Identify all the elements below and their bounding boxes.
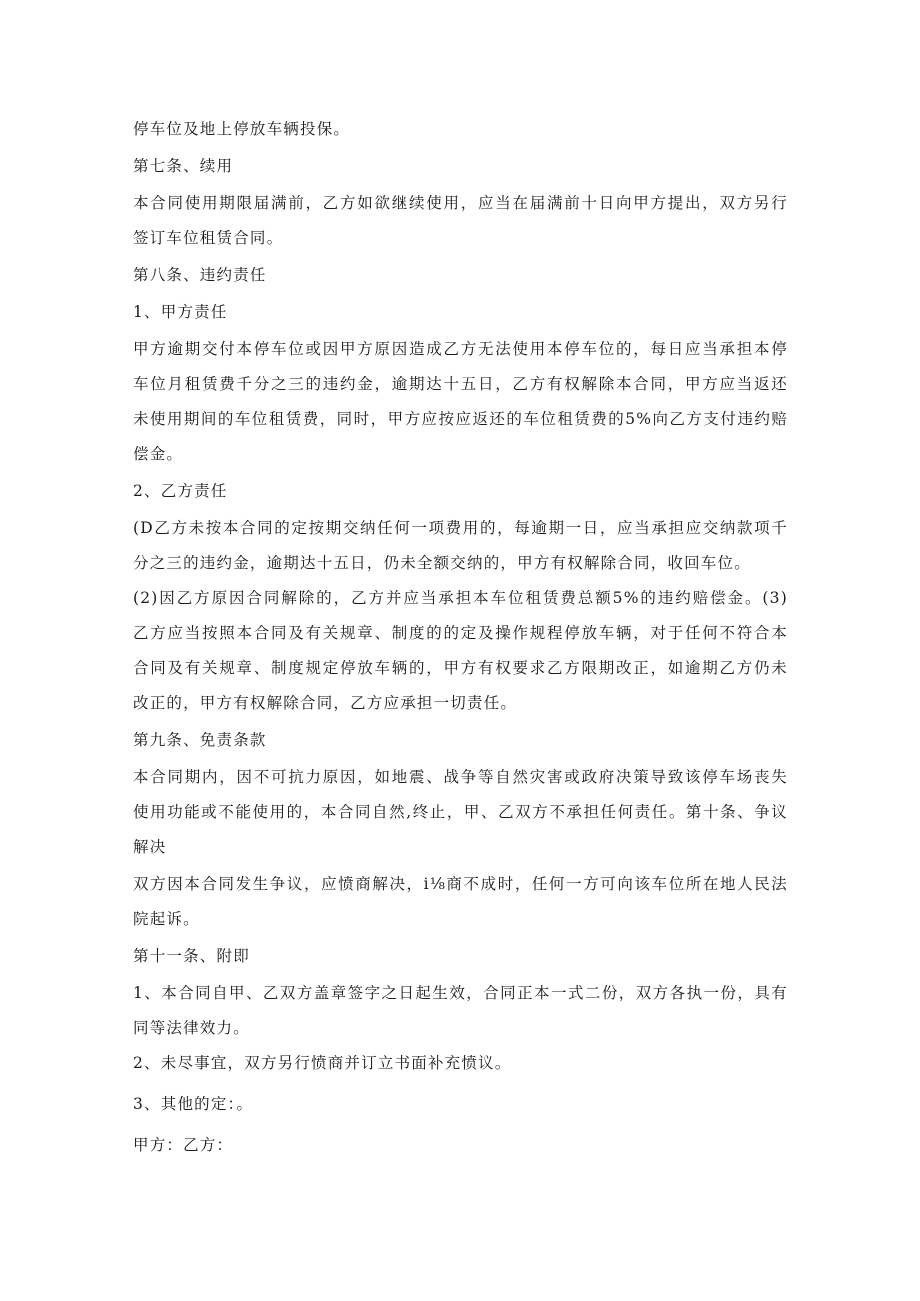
subheading-party-b-liability <box>133 474 788 509</box>
text-line: 同等法律效力。 <box>133 1019 250 1037</box>
subsection-heading: 1、甲方责任 <box>133 303 228 321</box>
section-heading: 第九条、免责条款 <box>133 731 267 749</box>
document-body <box>133 112 788 1163</box>
text-line: 3、其他的定：。 <box>133 1095 254 1113</box>
subheading-party-a-liability <box>133 295 788 330</box>
text-line: 车位月租赁费千分之三的违约金，逾期达十五日，乙方有权解除本合同，甲方应当返还 <box>133 375 788 393</box>
paragraph-party-b-liability <box>133 511 788 721</box>
text-line: 停车位及地上停放车辆投保。 <box>133 120 351 138</box>
section-heading: 第八条、违约责任 <box>133 266 267 284</box>
section-heading: 第十一条、附即 <box>133 947 250 965</box>
paragraph-dispute-resolution <box>133 867 788 937</box>
paragraph-other-terms <box>133 1087 788 1122</box>
text-line: 分之三的违约金，逾期达十五日，仍未全额交纳的，甲方有权解除合同，收回车位。 <box>133 554 751 572</box>
text-line: 1、本合同自甲、乙双方盖章签字之日起生效，合同正本一式二份，双方各执一份，具有 <box>133 984 788 1002</box>
paragraph-supplementary <box>133 1046 788 1081</box>
paragraph-force-majeure <box>133 760 788 865</box>
text-line: (2)因乙方原因合同解除的，乙方并应当承担本车位租赁费总额5%的违约赔偿金。(3) <box>133 589 788 607</box>
paragraph-parking-insurance <box>133 112 788 147</box>
text-line: 改正的，甲方有权解除合同，乙方应承担一切责任。 <box>133 694 518 712</box>
text-line: 本合同使用期限届满前，乙方如欲继续使用，应当在届满前十日向甲方提出，双方另行 <box>133 194 788 212</box>
text-line: 使用功能或不能使用的，本合同自然,终止，甲、乙双方不承担任何责任。第十条、争议 <box>133 803 788 821</box>
paragraph-party-a-liability <box>133 332 788 472</box>
signature-line <box>133 1128 788 1163</box>
text-line: 甲方逾期交付本停车位或因甲方原因造成乙方无法使用本停车位的，每日应当承担本停 <box>133 340 788 358</box>
text-line: 解决 <box>133 838 167 856</box>
text-line: 双方因本合同发生争议，应愤商解决，i⅛商不成时，任何一方可向该车位所在地人民法 <box>133 875 788 893</box>
subsection-heading: 2、乙方责任 <box>133 482 228 500</box>
text-line: 2、未尽事宜，双方另行愤商并订立书面补充愤议。 <box>133 1054 512 1072</box>
text-line: 签订车位租赁合同。 <box>133 229 284 247</box>
text-line: 偿金。 <box>133 445 184 463</box>
text-line: 合同及有关规章、制度规定停放车辆的，甲方有权要求乙方限期改正，如逾期乙方仍未 <box>133 659 788 677</box>
paragraph-effectiveness <box>133 976 788 1046</box>
text-line: 本合同期内，因不可抗力原因，如地震、战争等自然灾害或政府决策导致该停车场丧失 <box>133 768 788 786</box>
heading-article-9 <box>133 723 788 758</box>
text-line: 乙方应当按照本合同及有关规章、制度的的定及操作规程停放车辆，对于任何不符合本 <box>133 624 788 642</box>
heading-article-8 <box>133 258 788 293</box>
text-line: (D乙方未按本合同的定按期交纳任何一项费用的，每逾期一日，应当承担应交纳款项千 <box>133 519 788 537</box>
text-line: 院起诉。 <box>133 910 200 928</box>
section-heading: 第七条、续用 <box>133 157 234 175</box>
paragraph-renewal <box>133 186 788 256</box>
heading-article-11 <box>133 939 788 974</box>
signature-parties: 甲方：乙方： <box>133 1136 234 1154</box>
text-line: 未使用期间的车位租赁费，同时，甲方应按应返还的车位租赁费的5%向乙方支付违约赔 <box>133 410 788 428</box>
heading-article-7 <box>133 149 788 184</box>
